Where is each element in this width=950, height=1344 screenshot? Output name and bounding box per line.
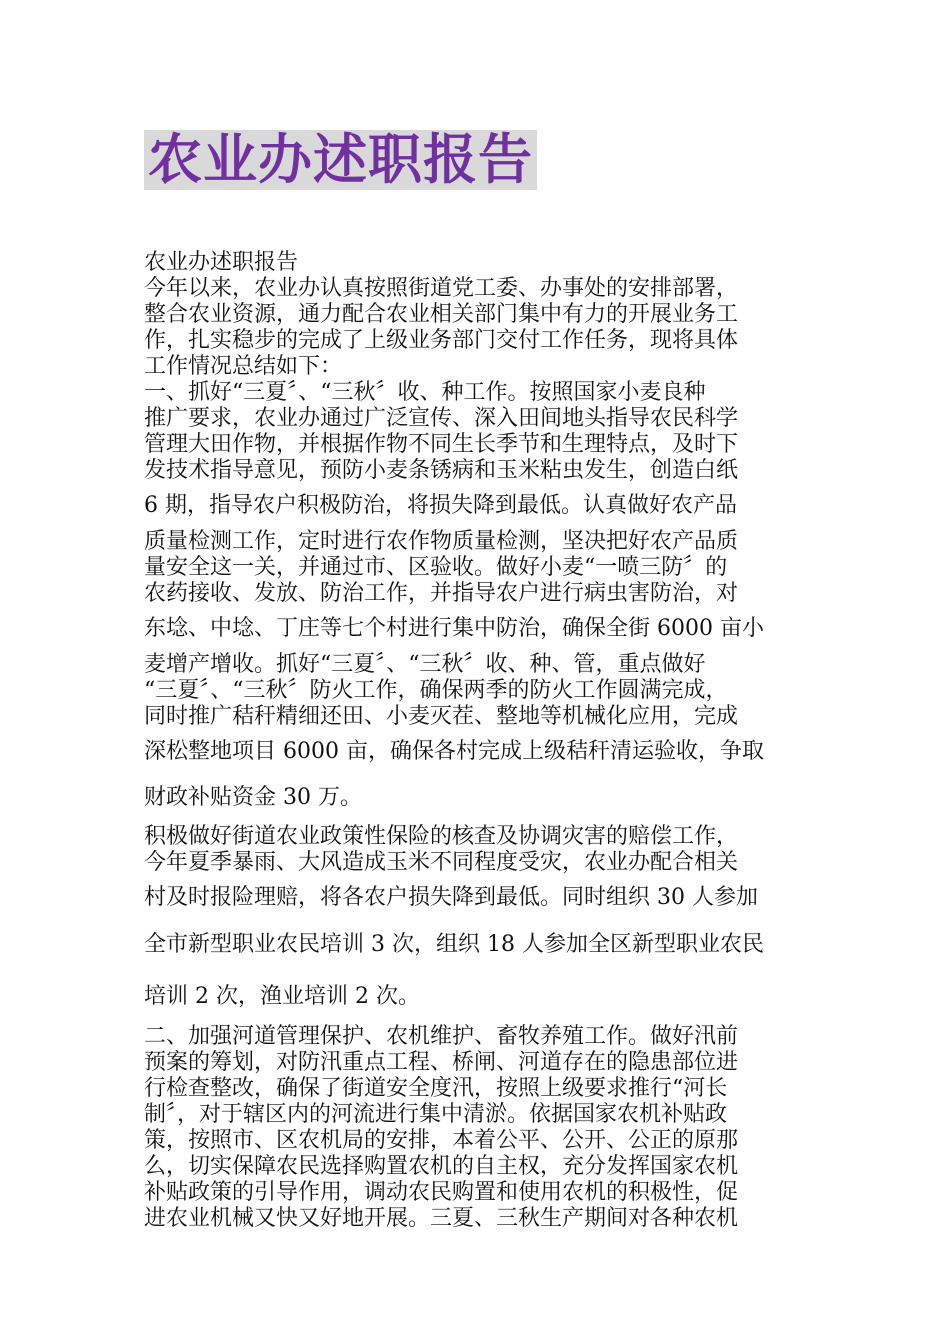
body-line: 今年以来，农业办认真按照街道党工委、办事处的安排部署， [144, 276, 739, 301]
body-line: 发技术指导意见，预防小麦条锈病和玉米粘虫发生，创造白纸 [144, 458, 739, 483]
body-line: 麦增产增收。抓好“三夏〞、“三秋〞收、种、管，重点做好 [144, 652, 706, 677]
document-title: 农业办述职报告 [144, 130, 537, 190]
body-line: 村及时报险理赔，将各农户损失降到最低。同时组织 30 人参加 [144, 885, 758, 910]
body-line: “三夏〞、“三秋〞防火工作，确保两季的防火工作圆满完成， [144, 678, 728, 703]
body-line: 工作情况总结如下： [144, 354, 343, 379]
body-line: 策，按照市、区农机局的安排，本着公平、公开、公正的原那 [144, 1128, 739, 1153]
body-line: 整合农业资源，通力配合农业相关部门集中有力的开展业务工 [144, 302, 739, 327]
body-line: 6 期，指导农户积极防治，将损失降到最低。认真做好农产品 [144, 493, 737, 518]
body-line: 么，切实保障农民选择购置农机的自主权，充分发挥国家农机 [144, 1154, 739, 1179]
body-line: 进农业机械又快又好地开展。三夏、三秋生产期间对各种农机 [144, 1206, 739, 1231]
body-line: 农药接收、发放、防治工作，并指导农户进行病虫害防治，对 [144, 581, 739, 606]
body-line: 质量检测工作，定时进行农作物质量检测，坚决把好农产品质 [144, 529, 739, 554]
body-line: 积极做好街道农业政策性保险的核查及协调灾害的赔偿工作， [144, 824, 739, 849]
body-line: 行检查整改，确保了街道安全度汛，按照上级要求推行“河长 [144, 1076, 728, 1101]
body-line: 东埝、中埝、丁庄等七个村进行集中防治，确保全街 6000 亩小 [144, 616, 764, 641]
body-line: 制〞，对于辖区内的河流进行集中清淤。依据国家农机补贴政 [144, 1102, 728, 1127]
body-line: 一、抓好“三夏〞、“三秋〞收、种工作。按照国家小麦良种 [144, 380, 706, 405]
body-line: 农业办述职报告 [144, 250, 299, 275]
body-line: 培训 2 次，渔业培训 2 次。 [144, 984, 420, 1009]
body-line: 补贴政策的引导作用，调动农民购置和使用农机的积极性，促 [144, 1180, 739, 1205]
body-line: 全市新型职业农民培训 3 次，组织 18 人参加全区新型职业农民 [144, 932, 764, 957]
body-line: 预案的筹划，对防汛重点工程、桥闸、河道存在的隐患部位进 [144, 1050, 739, 1075]
body-line: 二、加强河道管理保护、农机维护、畜牧养殖工作。做好汛前 [144, 1024, 739, 1049]
body-line: 财政补贴资金 30 万。 [144, 785, 362, 810]
body-line: 推广要求，农业办通过广泛宣传、深入田间地头指导农民科学 [144, 406, 739, 431]
body-line: 管理大田作物，并根据作物不同生长季节和生理特点，及时下 [144, 432, 739, 457]
body-line: 量安全这一关，并通过市、区验收。做好小麦“一喷三防〞的 [144, 555, 728, 580]
body-line: 作，扎实稳步的完成了上级业务部门交付工作任务，现将具体 [144, 328, 739, 353]
body-line: 今年夏季暴雨、大风造成玉米不同程度受灾，农业办配合相关 [144, 850, 739, 875]
body-line: 深松整地项目 6000 亩，确保各村完成上级秸秆清运验收，争取 [144, 739, 764, 764]
body-line: 同时推广秸秆精细还田、小麦灭茬、整地等机械化应用，完成 [144, 704, 739, 729]
